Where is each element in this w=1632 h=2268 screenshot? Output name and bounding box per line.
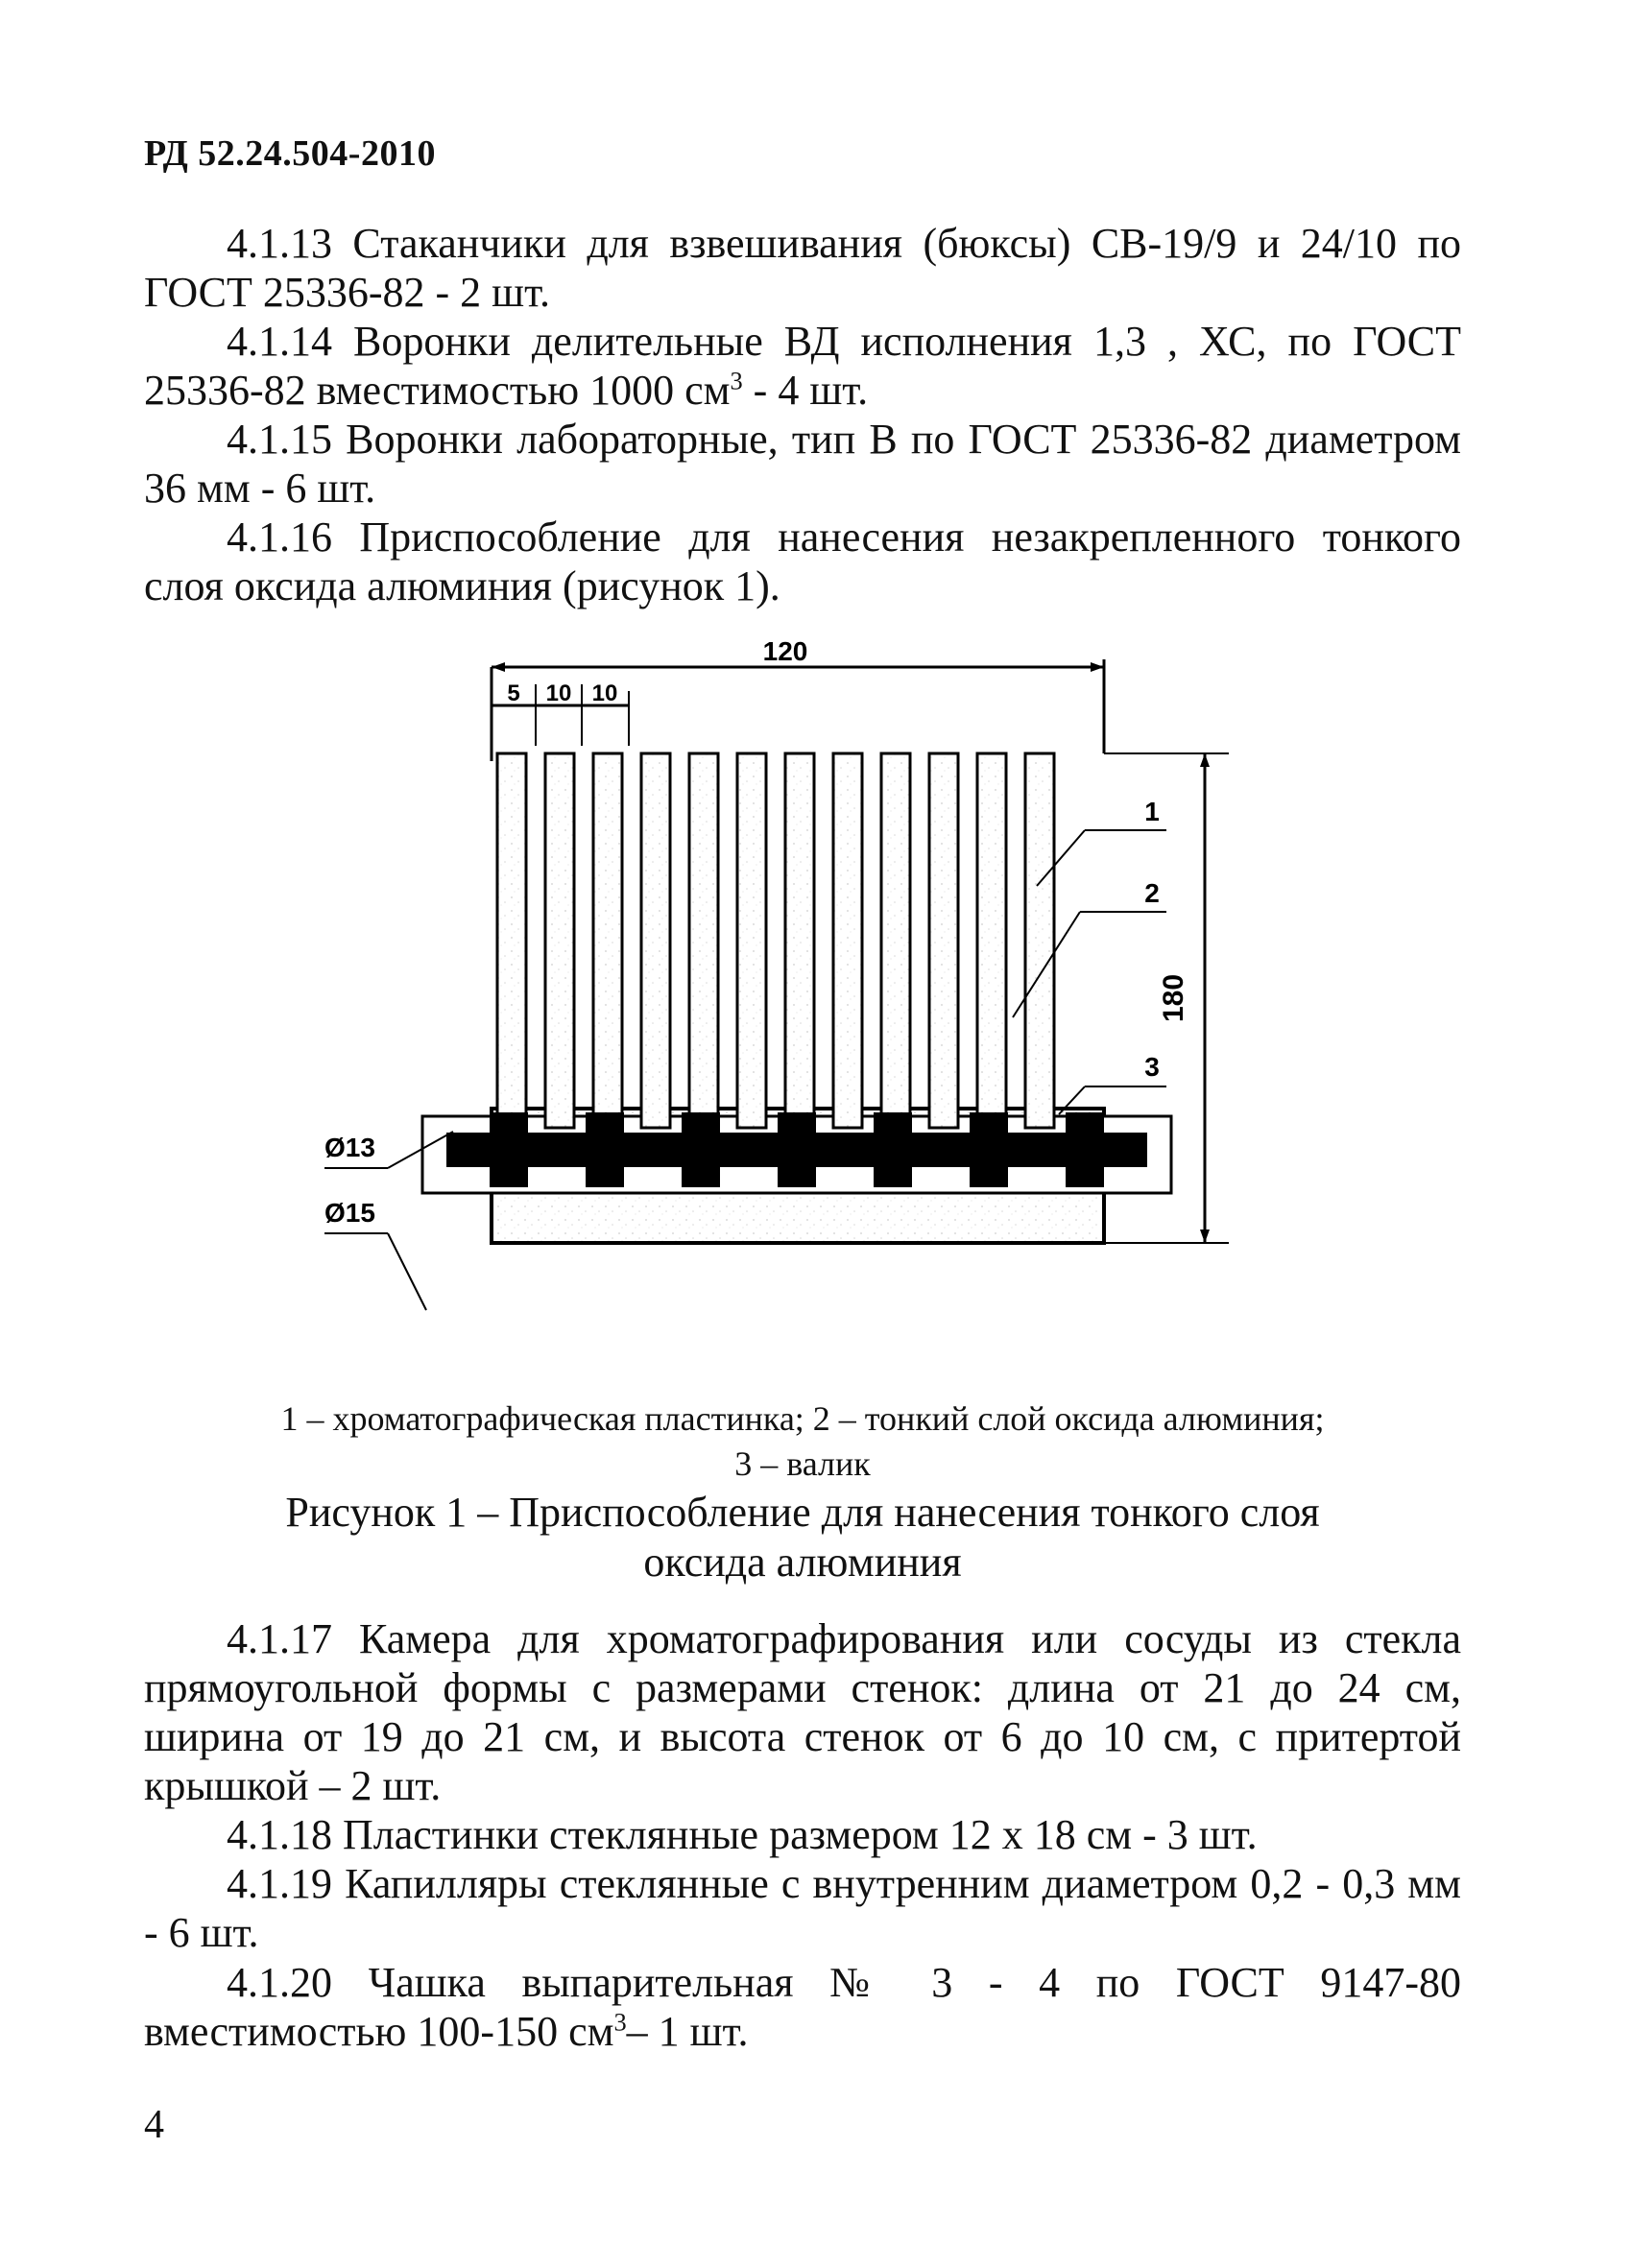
plates-group	[497, 753, 1054, 1128]
figure-legend-line-2: 3 – валик	[734, 1444, 871, 1483]
roller-knob	[970, 1112, 1008, 1187]
roller-knob	[874, 1112, 912, 1187]
item-4-1-18: 4.1.18 Пластинки стеклянные размером 12 х 18 см - 3 шт.	[227, 1811, 1258, 1858]
plate	[929, 753, 958, 1128]
item-4-1-16: 4.1.16 Приспособление для нанесения незакрепленного тонкого слоя оксида алюминия (рисунок 1).	[144, 513, 1461, 609]
figure-caption-line-2: оксида алюминия	[643, 1539, 962, 1586]
dim-diameter-13-label: Ø13	[324, 1133, 375, 1162]
dim-width-label: 120	[762, 638, 808, 666]
plate	[497, 753, 526, 1128]
page-number: 4	[144, 2103, 164, 2147]
item-4-1-17: 4.1.17 Камера для хроматографирования или сосуды из стекла прямоугольной формы с размерами стенок: длина от 21 до 24 см, ширина от 19 до 21 см, и высота стенок от 6 до 10 см, с притертой крышкой – 2 шт.	[144, 1615, 1461, 1809]
plate	[785, 753, 814, 1128]
dim-arrow-left	[492, 662, 505, 672]
plate	[881, 753, 910, 1128]
plate	[641, 753, 670, 1128]
plate	[545, 753, 574, 1128]
figure-1-apparatus	[307, 638, 1248, 1387]
apparatus-drawing	[307, 638, 1248, 1387]
item-4-1-15: 4.1.15 Воронки лабораторные, тип В по ГОСТ 25336-82 диаметром 36 мм - 6 шт.	[144, 416, 1461, 512]
plate	[1025, 753, 1054, 1128]
dim-pitch-10b: 10	[591, 680, 618, 706]
item-4-1-14: 4.1.14 Воронки делительные ВД исполнения 1,3 , ХС, по ГОСТ 25336-82 вместимостью 1000 $см^3 - 4$ шт.	[144, 318, 1461, 414]
callout-2-label: 2	[1144, 878, 1160, 908]
dim-diameter-15-label: Ø15	[324, 1198, 375, 1228]
dim-pitch-10a: 10	[545, 680, 572, 706]
plate	[977, 753, 1006, 1128]
roller-knob	[682, 1112, 720, 1187]
callout-3-label: 3	[1144, 1052, 1160, 1082]
plate	[833, 753, 862, 1128]
document-code: РД 52.24.504-2010	[144, 133, 436, 174]
roller-knob	[586, 1112, 624, 1187]
dim-arrow-top	[1200, 753, 1210, 767]
roller-knob	[1066, 1112, 1104, 1187]
item-4-1-19: 4.1.19 Капилляры стеклянные с внутренним диаметром 0,2 - 0,3 мм - 6 шт.	[144, 1860, 1461, 1956]
figure-caption-line-1: Рисунок 1 – Приспособление для нанесения тонкого слоя	[285, 1489, 1320, 1536]
item-4-1-13: 4.1.13 Стаканчики для взвешивания (бюксы) СВ-19/9 и 24/10 по ГОСТ 25336-82 - 2 шт.	[144, 220, 1461, 316]
plate	[689, 753, 718, 1128]
callout-1-label: 1	[1144, 797, 1160, 826]
dim-arrow-right	[1091, 662, 1104, 672]
dim-arrow-bottom	[1200, 1229, 1210, 1243]
plate	[593, 753, 622, 1128]
dim-diameter-15-leader	[388, 1233, 426, 1310]
roller-knob	[490, 1112, 528, 1187]
item-4-1-20: 4.1.20 Чашка выпарительная № 3 - 4 по ГОСТ 9147-80 вместимостью 100-150 $см^3-$ 1 шт.	[144, 1959, 1461, 2055]
plate	[737, 753, 766, 1128]
dim-pitch-5: 5	[507, 680, 520, 706]
figure-legend-line-1: 1 – хроматографическая пластинка; 2 – тонкий слой оксида алюминия;	[280, 1399, 1325, 1438]
roller-knob	[778, 1112, 816, 1187]
dim-height-label: 180	[1158, 973, 1189, 1023]
